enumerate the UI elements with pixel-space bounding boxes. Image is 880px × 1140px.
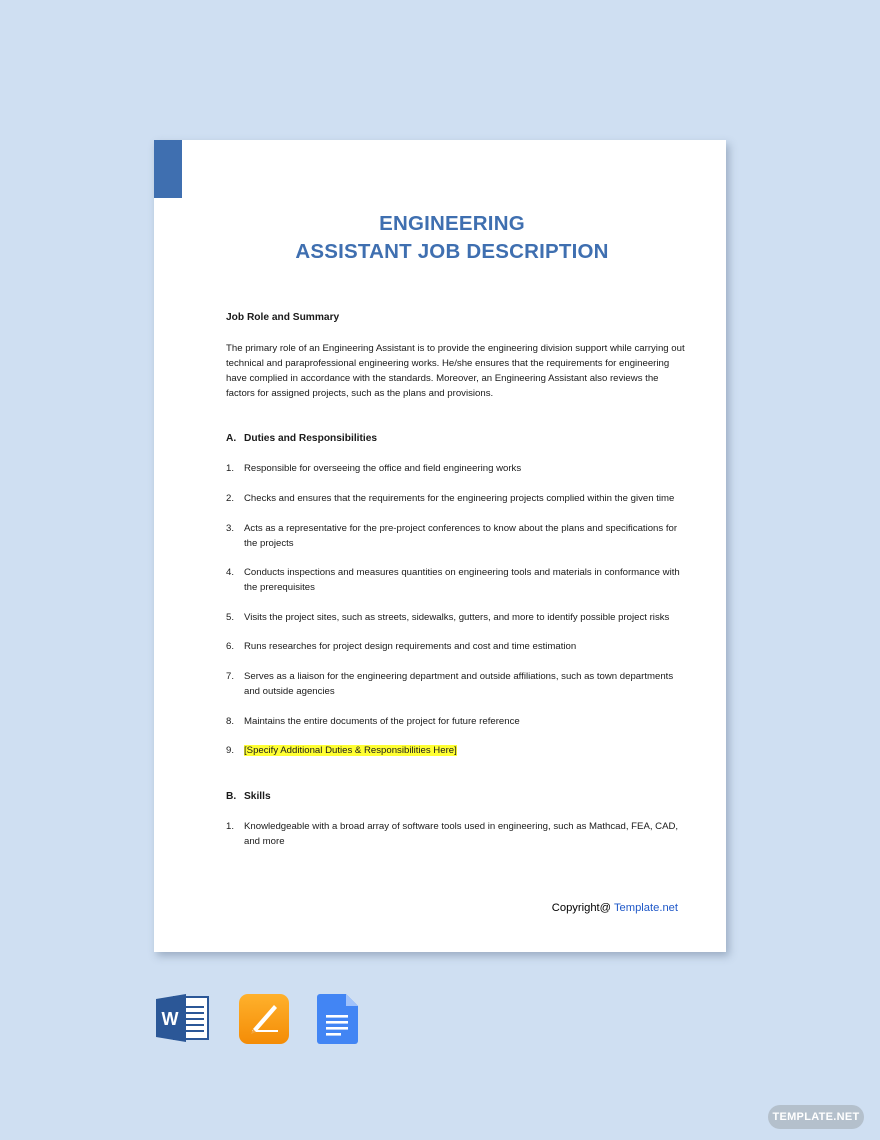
word-icon[interactable] <box>156 993 210 1043</box>
list-item <box>226 743 686 758</box>
word-icon-letter: W <box>161 1009 179 1029</box>
list-number: 3. <box>226 523 235 534</box>
list-number: 9. <box>226 745 235 756</box>
list-text: Conducts inspections and measures quantities on engineering tools and materials in conformance with the prerequisites <box>244 567 680 593</box>
list-text: Knowledgeable with a broad array of software tools used in engineering, such as Mathcad, FEA, CAD, and more <box>244 821 679 847</box>
list-item <box>226 521 686 551</box>
page-corner-tab <box>154 140 182 198</box>
list-item <box>226 461 686 476</box>
list-item <box>226 714 686 729</box>
title-line-2: ASSISTANT JOB DESCRIPTION <box>295 240 609 263</box>
list-number: 6. <box>226 641 235 652</box>
summary-paragraph: The primary role of an Engineering Assistant is to provide the engineering division support while carrying out technical and paraprofessional engineering works. He/she ensures that the requirements for engineering have complied in accordance with the standards. Moreover, an Engineering Assistant also reviews the factors for assigned projects, such as the plans and provisions. <box>226 343 685 399</box>
copyright-label: Copyright@ <box>551 902 612 914</box>
list-text: Checks and ensures that the requirements for the engineering projects complied within the given time <box>244 493 675 504</box>
skills-list <box>226 819 686 849</box>
template-net-badge[interactable]: TEMPLATE.NET <box>768 1105 864 1129</box>
list-item <box>226 610 686 625</box>
list-number: 8. <box>226 716 235 727</box>
list-number: 1. <box>226 463 235 474</box>
section-b-heading <box>226 789 686 804</box>
list-item <box>226 819 686 849</box>
list-number: 5. <box>226 612 235 623</box>
list-text: Maintains the entire documents of the project for future reference <box>244 716 520 727</box>
list-item <box>226 639 686 654</box>
list-item <box>226 669 686 699</box>
list-number: 4. <box>226 567 235 578</box>
duties-list <box>226 461 686 758</box>
copyright-notice <box>552 902 678 914</box>
google-docs-icon[interactable] <box>316 993 360 1045</box>
list-number: 2. <box>226 493 235 504</box>
section-b-title: Skills <box>244 791 271 802</box>
section-b-letter: B. <box>226 791 237 802</box>
document-title <box>154 210 750 266</box>
list-text: Serves as a liaison for the engineering department and outside affiliations, such as town departments and outside agencies <box>244 671 674 697</box>
document-body <box>226 310 686 849</box>
list-text: Responsible for overseeing the office and field engineering works <box>244 463 522 474</box>
placeholder-highlight: [Specify Additional Duties & Responsibilities Here] <box>244 745 457 756</box>
list-number: 7. <box>226 671 235 682</box>
list-text: Runs researches for project design requirements and cost and time estimation <box>244 641 577 652</box>
section-a-title: Duties and Responsibilities <box>244 433 378 444</box>
list-item <box>226 491 686 506</box>
list-item <box>226 565 686 595</box>
pages-icon[interactable] <box>238 993 290 1045</box>
role-heading: Job Role and Summary <box>226 312 340 323</box>
list-text: Acts as a representative for the pre-project conferences to know about the plans and specifications for the projects <box>244 523 678 549</box>
title-line-1: ENGINEERING <box>379 212 525 235</box>
copyright-link[interactable]: Template.net <box>613 902 678 914</box>
section-a-letter: A. <box>226 433 237 444</box>
section-a-heading <box>226 431 686 446</box>
list-number: 1. <box>226 821 235 832</box>
document-page <box>154 140 726 952</box>
list-text: Visits the project sites, such as streets, sidewalks, gutters, and more to identify possible project risks <box>244 612 670 623</box>
